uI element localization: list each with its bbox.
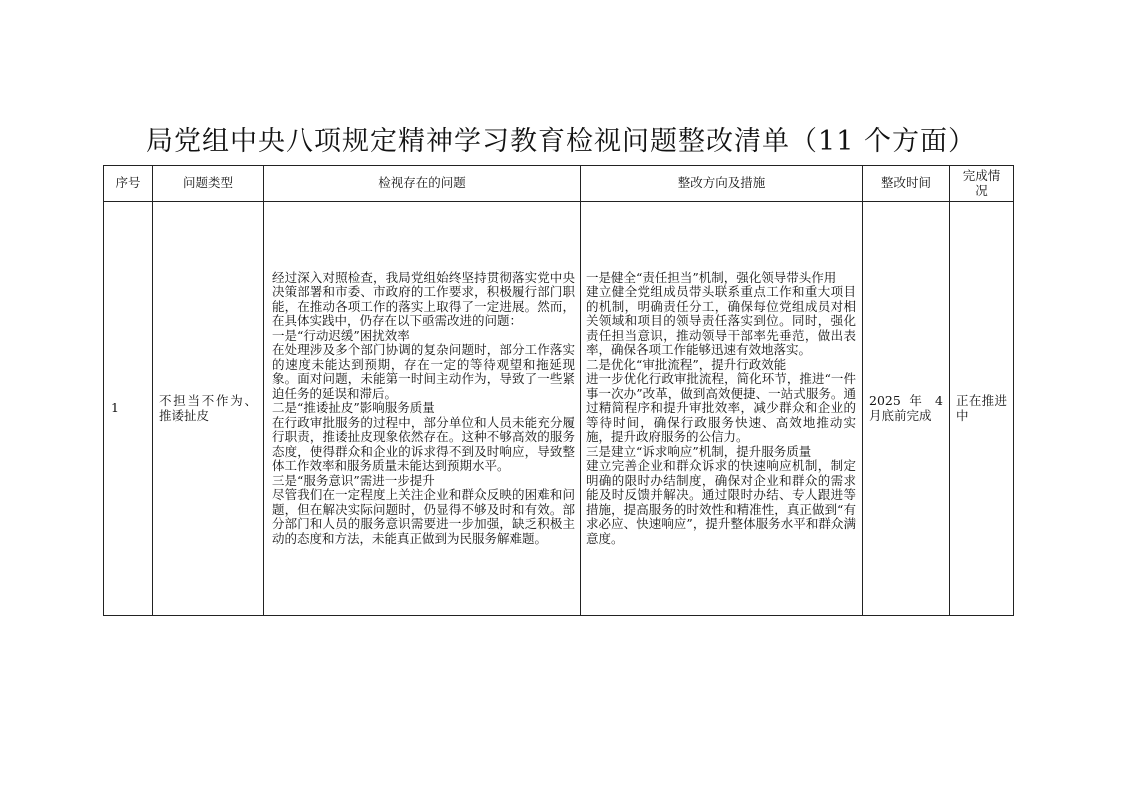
measure-paragraph: 建立健全党组成员带头联系重点工作和重大项目的机制，明确责任分工，确保每位党组成员对相关领域和项目的领导责任落实到位。同时，强化责任担当意识，推动领导干部率先垂范，做出表率，确保各项工作能够迅速有效地落实。 — [586, 284, 856, 358]
problem-heading: 一是“行动迟缓”困扰效率 — [272, 327, 410, 343]
cell-problem — [264, 202, 581, 616]
rectification-table — [103, 165, 1014, 616]
problem-paragraph: 经过深入对照检查，我局党组始终坚持贯彻落实党中央决策部署和市委、市政府的工作要求，积极履行部门职能，在推动各项工作的落实上取得了一定进展。然而，在具体实践中，仍存在以下亟需改进的问题： — [272, 269, 575, 329]
problem-paragraph: 尽管我们在一定程度上关注企业和群众反映的困难和问题，但在解决实际问题时，仍显得不够及时和有效。部分部门和人员的服务意识需要进一步加强，缺乏积极主动的态度和方法，未能真正做到为民服务解难题。 — [272, 487, 575, 546]
measure-heading: 二是优化“审批流程”，提升行政效能 — [586, 356, 787, 372]
measure-heading: 三是建立“诉求响应”机制，提升服务质量 — [586, 443, 812, 459]
cell-no: 1 — [104, 202, 153, 616]
header-problem: 检视存在的问题 — [264, 166, 581, 202]
problem-heading: 二是“推诿扯皮”影响服务质量 — [272, 400, 435, 416]
cell-time: 2025 年 4 月底前完成 — [863, 202, 950, 616]
measure-paragraph: 建立完善企业和群众诉求的快速响应机制，制定明确的限时办结制度，确保对企业和群众的需求能及时反馈并解决。通过限时办结、专人跟进等措施，提高服务的时效性和精准性，真正做到“有求必应、快速响应”，提升整体服务水平和群众满意度。 — [586, 458, 856, 546]
measure-heading: 一是健全“责任担当”机制，强化领导带头作用 — [586, 269, 837, 285]
problem-paragraph: 在行政审批服务的过程中，部分单位和人员未能充分履行职责，推诿扯皮现象依然存在。这种不够高效的服务态度，使得群众和企业的诉求得不到及时响应，导致整体工作效率和服务质量未能达到预期水平。 — [272, 414, 575, 474]
cell-status: 正在推进中 — [950, 202, 1014, 616]
table-header-row — [104, 166, 1014, 202]
cell-measures — [581, 202, 863, 616]
document-title: 局党组中央八项规定精神学习教育检视问题整改清单（11 个方面） — [146, 126, 976, 157]
header-status: 完成情况 — [950, 166, 1014, 202]
header-time: 整改时间 — [863, 166, 950, 202]
header-type: 问题类型 — [153, 166, 264, 202]
measure-paragraph: 进一步优化行政审批流程，简化环节，推进“一件事一次办”改革，做到高效便捷、一站式服务。通过精简程序和提升审批效率，减少群众和企业的等待时间，确保行政服务快速、高效地推动实施，提升政府服务的公信力。 — [586, 371, 856, 445]
header-measures: 整改方向及措施 — [581, 166, 863, 202]
problem-heading: 三是“服务意识”需进一步提升 — [272, 472, 435, 488]
cell-type: 不担当不作为、推诿扯皮 — [153, 202, 264, 616]
header-no: 序号 — [104, 166, 153, 202]
table-row — [104, 202, 1014, 616]
problem-paragraph: 在处理涉及多个部门协调的复杂问题时，部分工作落实的速度未能达到预期，存在一定的等待观望和拖延现象。面对问题，未能第一时间主动作为，导致了一些紧迫任务的延误和滞后。 — [272, 342, 575, 401]
